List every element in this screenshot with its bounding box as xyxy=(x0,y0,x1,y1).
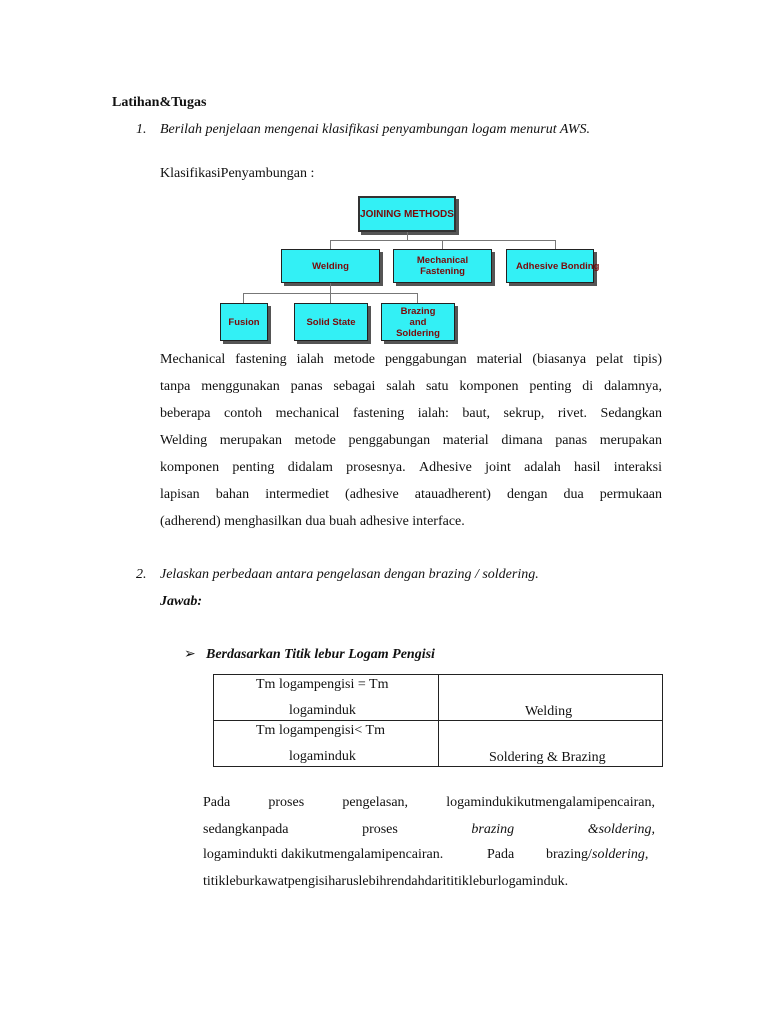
paragraph-line-last: (adherend) menghasilkan dua buah adhesive interface. xyxy=(160,514,465,529)
diagram-root-box: JOINING METHODS xyxy=(358,196,456,232)
paragraph-line: Welding merupakan metode penggabungan material dimana panas merupakan xyxy=(160,433,662,448)
q2-number: 2. xyxy=(136,567,147,582)
jawab-label: Jawab: xyxy=(160,594,202,609)
diagram-box-solid-state: Solid State xyxy=(294,303,368,341)
connector xyxy=(555,240,556,249)
cell-text: Tm logampengisi< Tm xyxy=(256,723,385,738)
paragraph-line-last: titikleburkawatpengisiharuslebihrendahdarititikleburlogaminduk. xyxy=(203,874,569,889)
table-row xyxy=(214,721,663,767)
connector xyxy=(442,240,443,249)
diagram-box-brazing-soldering: Brazing and Soldering xyxy=(381,303,455,341)
diagram-box-adhesive-bonding: Adhesive Bonding xyxy=(506,249,594,283)
q1-number: 1. xyxy=(136,122,147,137)
cell-text: logaminduk xyxy=(289,749,356,764)
page-heading: Latihan&Tugas xyxy=(112,95,207,110)
diagram-box-mechanical-fastening: Mechanical Fastening xyxy=(393,249,492,283)
connector xyxy=(330,293,331,303)
melting-point-table xyxy=(213,674,663,767)
q1-text: Berilah penjelaan mengenai klasifikasi penyambungan logam menurut AWS. xyxy=(160,122,591,137)
paragraph-line: lapisan bahan intermediet (adhesive atauadherent) dengan dua permukaan xyxy=(160,487,662,502)
paragraph-line: beberapa contoh mechanical fastening ialah: baut, sekrup, rivet. Sedangkan xyxy=(160,406,662,421)
table-cell xyxy=(439,721,663,767)
q2-text: Jelaskan perbedaan antara pengelasan dengan brazing / soldering. xyxy=(160,567,539,582)
connector xyxy=(330,240,556,241)
table-row xyxy=(214,675,663,721)
klasifikasi-label: KlasifikasiPenyambungan : xyxy=(160,166,315,181)
cell-text: Tm logampengisi = Tm xyxy=(256,677,389,692)
paragraph-line: komponen penting didalam prosesnya. Adhesive joint adalah hasil interaksi xyxy=(160,460,662,475)
diagram-box-fusion: Fusion xyxy=(220,303,268,341)
cell-text: logaminduk xyxy=(289,703,356,718)
paragraph-line: sedangkanpada proses brazing &soldering, xyxy=(203,822,655,837)
connector xyxy=(243,293,244,303)
arrow-bullet-icon: ➢ xyxy=(184,647,196,662)
cell-text: Welding xyxy=(525,704,573,719)
paragraph-line: logamindukti dakikutmengalamipencairan. Pada brazing/ soldering, xyxy=(203,847,649,862)
paragraph-line: Pada proses pengelasan, logamindukikutmengalamipencairan, xyxy=(203,795,655,810)
table-cell xyxy=(439,675,663,721)
paragraph-line: tanpa menggunakan panas sebagai salah satu komponen penting di dalamnya, xyxy=(160,379,662,394)
diagram-box-welding: Welding xyxy=(281,249,380,283)
connector xyxy=(407,232,408,240)
connector xyxy=(330,240,331,249)
table-cell xyxy=(214,721,439,767)
connector xyxy=(330,283,331,293)
cell-text: Soldering & Brazing xyxy=(489,750,606,765)
connector xyxy=(417,293,418,303)
bullet-text: Berdasarkan Titik lebur Logam Pengisi xyxy=(206,647,435,662)
table-cell xyxy=(214,675,439,721)
paragraph-line: Mechanical fastening ialah metode penggabungan material (biasanya pelat tipis) xyxy=(160,352,662,367)
